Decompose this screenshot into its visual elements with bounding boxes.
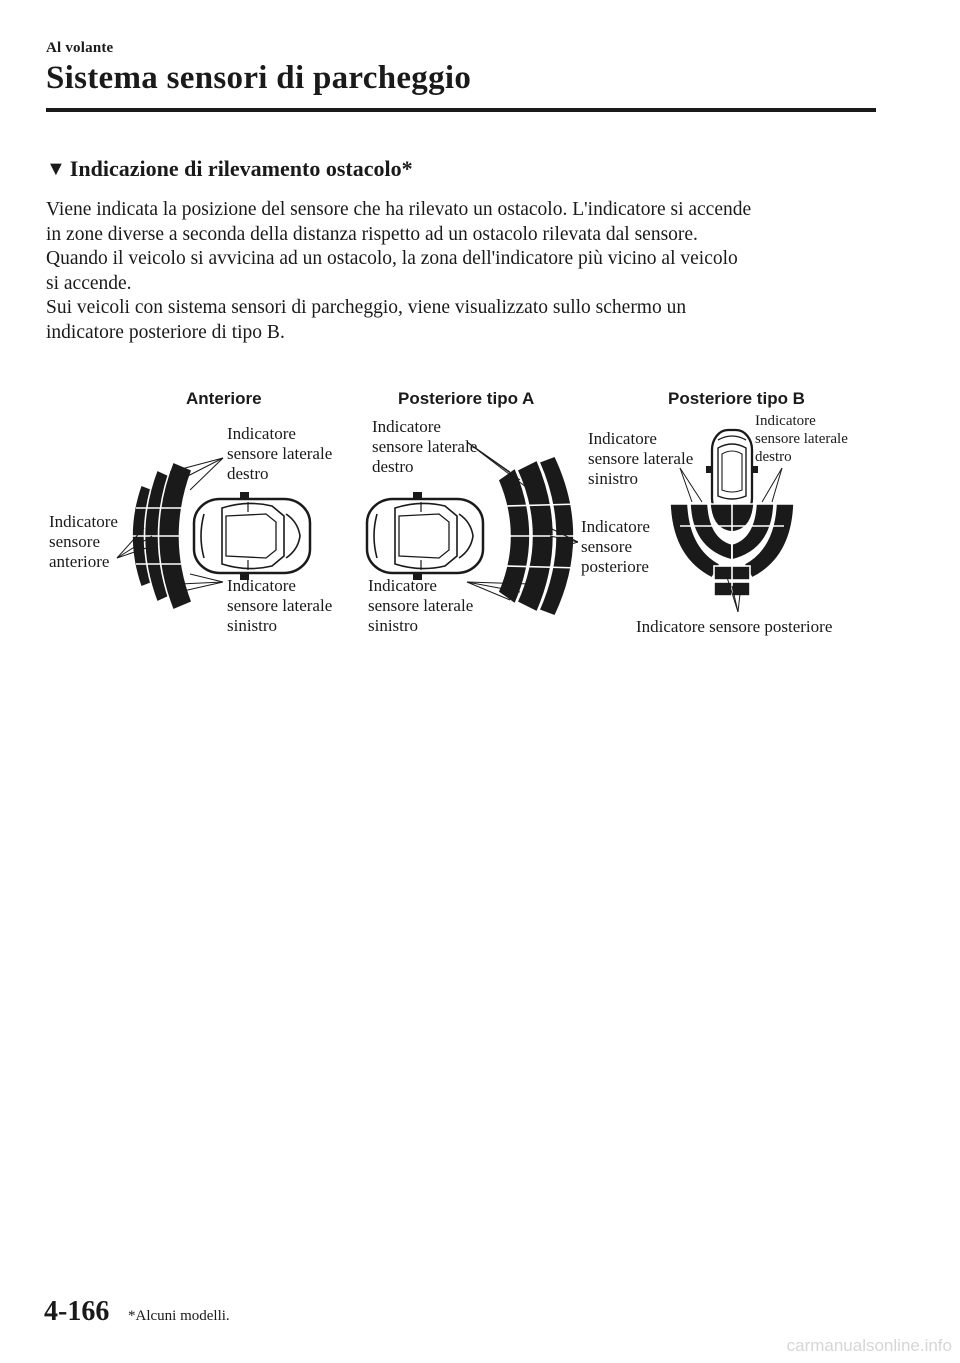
paragraph-line: in zone diverse a seconda della distanza rispetto ad un ostacolo rilevata dal sensore. [46,223,698,245]
parking-sensor-diagram [40,380,920,650]
rear-a-diagram-title: Posteriore tipo A [398,389,535,408]
rear-b-sensor-arcs [670,504,794,596]
paragraph-line: Quando il veicolo si avvicina ad un ostacolo, la zona dell'indicatore più vicino al veicolo [46,248,738,269]
rear-a-sensor-arcs [498,456,593,616]
rear-b-sensor-label: Indicatore sensore posteriore [636,617,833,636]
page-number: 4-166 [44,1296,110,1327]
rear-a-sensor-label: Indicatore sensore posteriore [581,517,650,576]
paragraph-line: si accende. [46,272,132,294]
front-right-side-label: Indicatore sensore laterale destro [227,424,333,483]
front-left-side-label: Indicatore sensore laterale sinistro [227,576,333,635]
front-diagram-title: Anteriore [186,389,262,408]
subheading-text: Indicazione di rilevamento ostacolo* [69,156,413,181]
triangle-down-icon: ▼ [46,157,66,180]
rear-a-car-illustration [367,492,483,580]
title-divider [46,108,876,112]
rear-b-diagram-title: Posteriore tipo B [668,389,805,408]
footnote: *Alcuni modelli. [128,1308,230,1324]
body-paragraph [46,198,886,345]
paragraph-line: Viene indicata la posizione del sensore che ha rilevato un ostacolo. L'indicatore si accende [46,199,752,220]
front-sensor-arcs [132,462,192,610]
paragraph-line: Sui veicoli con sistema sensori di parcheggio, viene visualizzato sullo schermo un [46,297,687,318]
paragraph-line: indicatore posteriore di tipo B. [46,321,285,343]
rear-b-left-side-label: Indicatore sensore laterale sinistro [588,429,694,488]
page-title: Sistema sensori di parcheggio [46,60,472,96]
rear-a-left-side-label: Indicatore sensore laterale sinistro [368,576,474,635]
front-sensor-label: Indicatore sensore anteriore [49,512,118,571]
watermark: carmanualsonline.info [786,1336,952,1355]
subheading [46,156,413,182]
rear-a-right-side-label: Indicatore sensore laterale destro [372,417,478,476]
section-label: Al volante [46,40,114,56]
front-car-illustration [194,492,310,580]
rear-b-right-side-label: Indicatore sensore laterale destro [755,413,848,465]
